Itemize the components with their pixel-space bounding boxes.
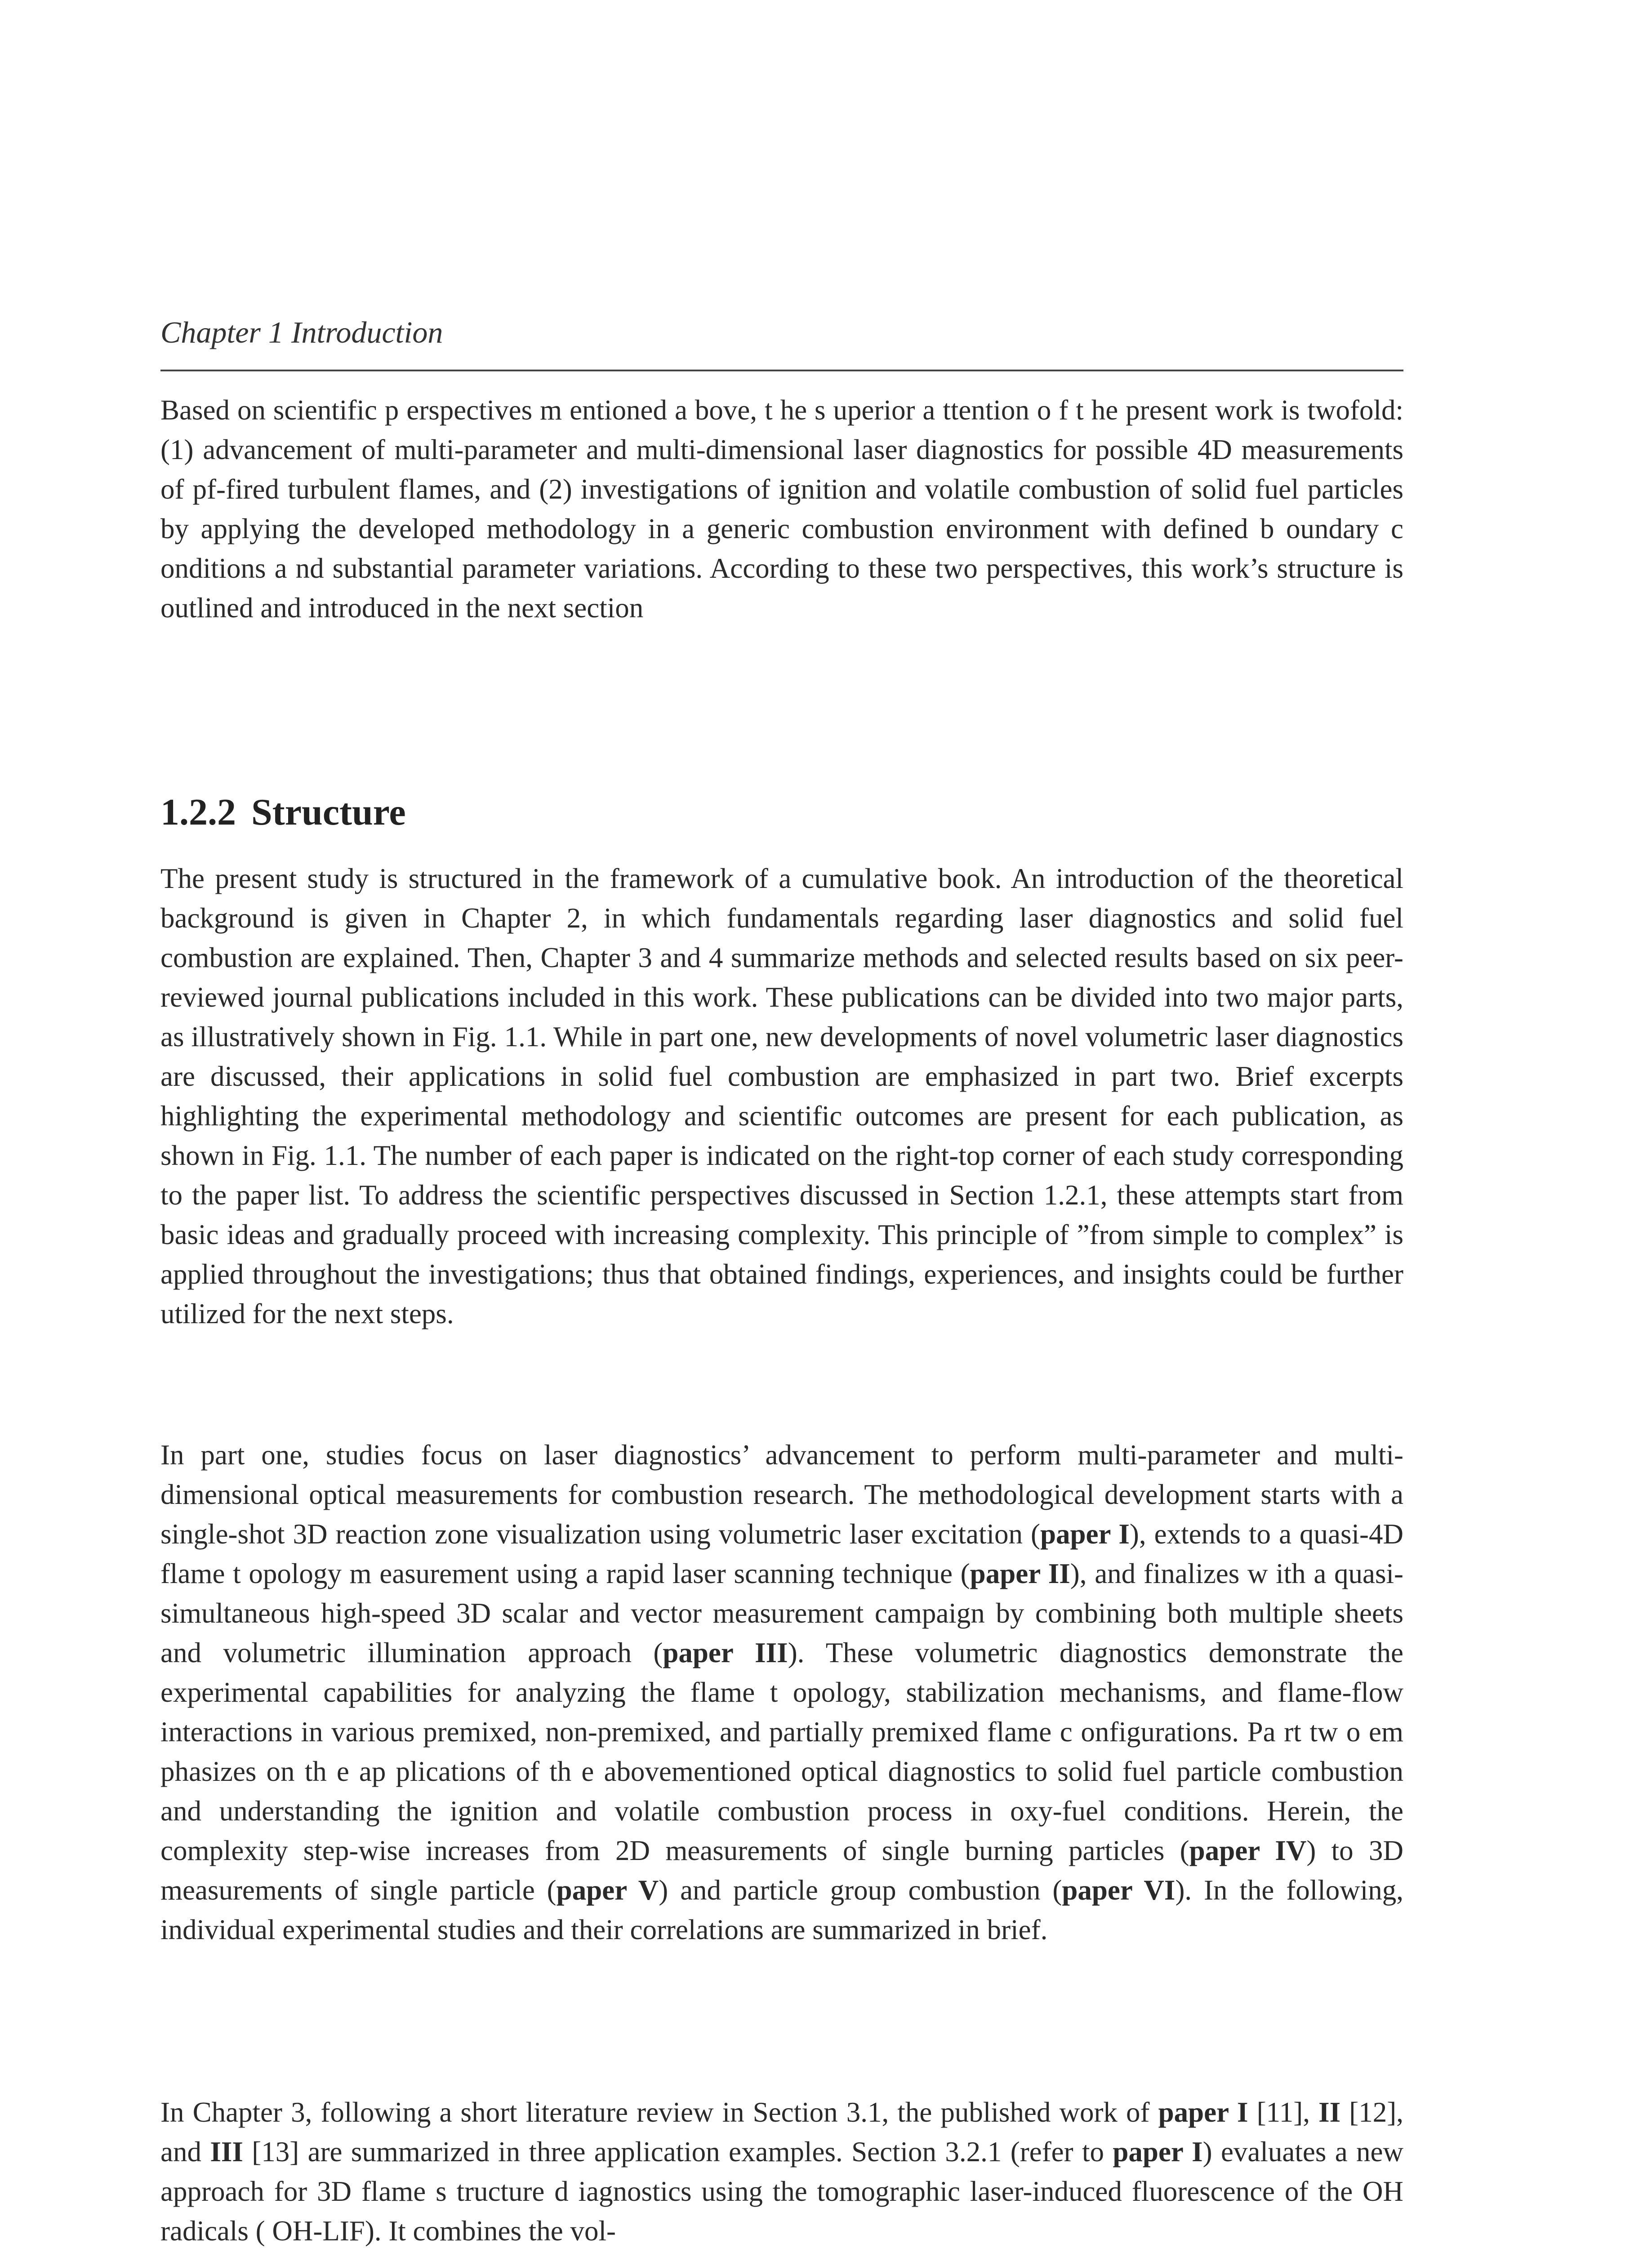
paper-reference: II	[1318, 2096, 1341, 2128]
paper-reference: paper I	[1158, 2096, 1248, 2128]
paper-reference: paper III	[663, 1637, 788, 1668]
text-span: [11],	[1248, 2096, 1319, 2128]
structure-paragraph: The present study is structured in the framework of a cumulative book. An introduction of the theoretical background is given in Chapter 2, in which fundamentals regarding laser diagnostics and solid fuel combustion are explained. Then, Chapter 3 and 4 summarize methods and selected results based on six peer-reviewed journal publications included in this work. These publications can be divided into two major parts, as illustratively shown in Fig. 1.1. While in part one, new developments of novel volumetric laser diagnostics are discussed, their applications in solid fuel combustion are emphasized in part two. Brief excerpts highlighting the experimental methodology and scientific outcomes are present for each publication, as shown in Fig. 1.1. The number of each paper is indicated on the right-top corner of each study corresponding to the paper list. To address the scientific perspectives discussed in Section 1.2.1, these attempts start from basic ideas and gradually proceed with increasing complexity. This principle of ”from simple to complex” is applied throughout the investigations; thus that obtained findings, experiences, and insights could be further utilized for the next steps.	[160, 863, 1403, 1329]
paper-reference: paper VI	[1062, 1874, 1176, 1906]
part-one-paragraph	[160, 1435, 1403, 1949]
paper-reference: paper II	[970, 1558, 1070, 1589]
text-span: ), and finalizes w ith a quasi-simultaneous high-speed 3D scalar and vector measurement campaign by combining both multiple sheets and volumetric illumination approach (	[160, 1558, 1404, 1668]
text-span: [12], and	[160, 2096, 1403, 2168]
text-span: ) evaluates a new approach for 3D flame s tructure d iagnostics using the tomographic laser-induced fluorescence of the OH radicals ( OH-LIF). It combines the vol-	[160, 2136, 1404, 2247]
text-span: ) and particle group combustion (	[659, 1874, 1062, 1906]
text-span: ) to 3D measurements of single particle (	[160, 1835, 1403, 1906]
paper-reference: III	[210, 2136, 243, 2168]
section-title: Structure	[251, 791, 406, 833]
text-span: In Chapter 3, following a short literature review in Section 3.1, the published work of	[160, 2096, 1158, 2128]
paper-reference: paper IV	[1189, 1835, 1307, 1866]
section-heading	[160, 791, 406, 833]
section-number: 1.2.2	[160, 791, 236, 833]
paper-reference: paper I	[1113, 2136, 1203, 2168]
paper-reference: paper I	[1040, 1518, 1130, 1550]
header-rule	[160, 370, 1403, 371]
text-span: In part one, studies focus on laser diagnostics’ advancement to perform multi-parameter and multi-dimensional optical measurements for combustion research. The methodological development starts with a single-shot 3D reaction zone visualization using volumetric laser excitation (	[160, 1439, 1403, 1550]
text-span: ). These volumetric diagnostics demonstrate the experimental capabilities for analyzing the flame t opology, stabilization mechanisms, and flame-flow interactions in various premixed, non-premixed, and partially premixed flame c onfigurations. Pa rt tw o em phasizes on th e ap plications of th e abovementioned optical diagnostics to solid fuel particle combustion and understanding the ignition and volatile combustion process in oxy-fuel conditions. Herein, the complexity step-wise increases from 2D measurements of single burning particles (	[160, 1637, 1403, 1866]
chapter-three-paragraph	[160, 2092, 1403, 2248]
paper-reference: paper V	[556, 1874, 659, 1906]
running-head: Chapter 1 Introduction	[160, 315, 443, 349]
text-span: ). In the following, individual experimental studies and their correlations are summarized in brief.	[160, 1874, 1403, 1945]
text-span: ), extends to a quasi-4D flame t opology m easurement using a rapid laser scanning technique (	[160, 1518, 1403, 1589]
text-span: [13] are summarized in three application examples. Section 3.2.1 (refer to	[243, 2136, 1113, 2168]
intro-paragraph: Based on scientific p erspectives m entioned a bove, t he s uperior a ttention o f t he present work is twofold: (1) advancement of multi-parameter and multi-dimensional laser diagnostics for possible 4D measurements of pf-fired turbulent flames, and (2) investigations of ignition and volatile combustion of solid fuel particles by applying the developed methodology in a generic combustion environment with defined b oundary c onditions a nd substantial parameter variations. According to these two perspectives, this work’s structure is outlined and introduced in the next section	[160, 394, 1403, 624]
